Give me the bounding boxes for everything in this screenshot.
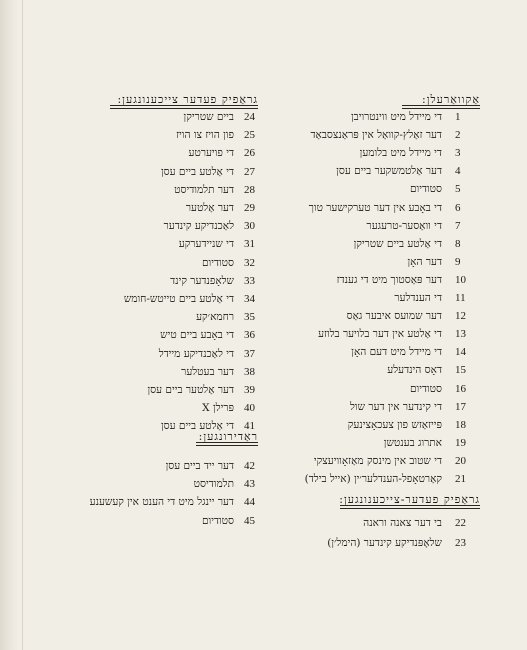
catalog-entry [262,361,502,379]
catalog-entry [30,290,270,308]
entry-title: די אַלטע ביים עסן [160,420,234,433]
entry-title: די אַלטע אין דער בלויער בלוזע [318,328,442,341]
catalog-entry [262,434,502,452]
entry-number: 25 [244,129,255,142]
entry-title: פּרילן X [202,402,234,415]
entry-title: דער בעטלער [181,365,234,378]
entry-title: די באָבע אין דער טערקישער טוך [308,201,442,214]
catalog-entry [262,235,502,253]
entry-number: 39 [244,384,255,396]
catalog-entry [262,162,502,180]
entry-title: די מיידל מיט בלומען [359,147,442,160]
entry-number: 11 [455,292,466,304]
entry-title: בי דער צאנה וראנה [363,517,442,529]
entry-number: 16 [455,382,466,395]
entry-number: 35 [244,311,255,324]
catalog-entry [262,180,502,198]
catalog-entry [262,271,502,289]
entry-title: ביים שטריקן [183,111,234,123]
entry-number: 36 [244,329,255,342]
section-header: ראַדירונגען: [199,428,258,446]
catalog-entry [262,307,502,325]
entry-title: דער יינגל מיט די הענט אין קעשענע [89,496,234,509]
entry-number: 14 [455,346,466,359]
entry-number: 24 [244,111,255,123]
catalog-entry [262,108,502,126]
catalog-entry [262,416,502,434]
entry-number: 28 [244,183,255,196]
entry-number: 45 [244,514,255,527]
entry-number: 22 [455,517,466,529]
entry-number: 37 [244,347,255,360]
catalog-entry [262,514,502,532]
entry-number: 1 [455,111,461,123]
section-header: גראַפיק פעדער-צייכענונגען: [339,491,480,509]
entry-title: דער אַלטער [185,202,234,214]
entry-title: די הענדלער [394,292,442,304]
catalog-entry [262,126,502,144]
entry-title: קאַרטאָפל-הענדלער׳ין (אייל בילד) [304,473,442,485]
catalog-entry [262,398,502,416]
catalog-entry [30,126,270,144]
entry-number: 38 [244,365,255,378]
catalog-entry [30,235,270,253]
catalog-entry [262,253,502,271]
entry-title: פון הויז צו הויז [176,129,234,142]
entry-title: דער אַלטער ביים עסן [147,384,234,396]
entry-title: סטודיום [201,514,234,527]
catalog-entry [30,272,270,290]
entry-title: דער זאַלץ-קוואַל אין פּראַנצסבאַד [310,129,442,142]
entry-number: 5 [455,183,461,196]
entry-number: 27 [244,165,255,178]
catalog-entry [262,289,502,307]
entry-title: די קינדער אין דער שול [349,400,442,413]
catalog-entry [30,254,270,272]
entry-title: די שטוב אין מינסק מאַזאָוויעצקי [313,454,442,467]
entry-title: די מיידל מיט דעם האָן [351,346,442,359]
entry-number: 31 [244,238,255,251]
entry-number: 33 [244,274,255,287]
entry-number: 18 [455,418,466,431]
catalog-entry [30,493,270,511]
entry-title: די וואַסער-טרעגער [366,219,442,232]
entry-title: די אַלטע ביים עסן [160,165,234,178]
entry-number: 40 [244,402,255,415]
section-header: גראַפיק פעדער צייכענונגען: [117,91,258,109]
header-underline [340,505,480,509]
entry-title: די שניידערקע [178,238,234,251]
entry-title: שלאָפּנדיקע קינדער (הימל׳ן) [327,537,442,549]
entry-title: דער האָן [407,255,442,268]
catalog-entry [262,325,502,343]
catalog-entry [30,399,270,417]
entry-number: 12 [455,310,466,323]
catalog-entry [30,512,270,530]
entry-title: די לאַכנדיקע מיידל [158,347,234,360]
catalog-entry [30,345,270,363]
entry-title: תלמודיסט [193,478,234,491]
entry-number: 17 [455,400,466,413]
entry-number: 7 [455,219,461,232]
catalog-entry [30,475,270,493]
entry-number: 6 [455,201,461,214]
catalog-entry [30,217,270,235]
page-fold-line [22,0,23,650]
entry-number: 42 [244,460,255,472]
entry-number: 21 [455,473,466,485]
entry-title: דאָס הינדעלע [387,364,442,377]
catalog-entry [30,181,270,199]
entry-title: דער אַלטמשקער ביים עסן [336,165,442,178]
entry-number: 10 [455,273,466,286]
entry-title: די מיידל מיט ווינטרויבן [350,111,442,123]
entry-number: 44 [244,496,255,509]
catalog-entry [262,380,502,398]
entry-number: 3 [455,147,461,160]
entry-number: 29 [244,202,255,214]
catalog-entry [30,144,270,162]
catalog-entry [30,108,270,126]
entry-title: די אַלטע ביים טייטש-חומש [123,293,234,305]
entry-number: 34 [244,293,255,305]
entry-number: 23 [455,537,466,549]
catalog-entry [262,217,502,235]
catalog-entry [30,326,270,344]
entry-number: 32 [244,256,255,269]
catalog-entry [30,363,270,381]
entry-title: די פויערטע [188,147,234,160]
entry-number: 26 [244,147,255,160]
entry-number: 19 [455,436,466,449]
catalog-entry [30,457,270,475]
catalog-entry [30,199,270,217]
catalog-entry [262,470,502,488]
entry-title: דער תלמודיסט [174,183,234,196]
entry-title: רחמא׳קע [196,311,234,324]
entry-number: 8 [455,237,461,250]
entry-number: 20 [455,454,466,467]
entry-title: דער ייד ביים עסן [165,460,234,472]
entry-number: 15 [455,364,466,377]
catalog-entry [262,534,502,552]
entry-title: סטודיום [201,256,234,269]
entry-number: 13 [455,328,466,341]
entry-title: אתרוג בענטשן [383,436,442,449]
entry-title: פּייזאַזש פון צעכאָצינעק [347,418,442,431]
section-header: אַקוואַרעלן: [422,91,480,109]
entry-title: די אַלטע ביים שטריקן [353,237,442,250]
entry-number: 4 [455,165,461,178]
entry-title: לאַכנדיקע קינדער [163,220,234,233]
entry-title: שלאָפנדער קינד [170,274,234,287]
catalog-entry [262,343,502,361]
entry-number: 2 [455,129,461,142]
entry-number: 30 [244,220,255,233]
entry-number: 43 [244,478,255,491]
entry-title: די באָבע ביים טיש [160,329,234,342]
catalog-entry [30,381,270,399]
entry-title: דער שמועס איבער גאַס [346,310,442,323]
page-fold-shadow [0,0,18,650]
header-underline [196,442,258,446]
entry-title: סטודיום [409,382,442,395]
catalog-entry [262,144,502,162]
entry-title: דער פּאַסטוך מיט די גענדז [336,273,442,286]
catalog-entry [262,199,502,217]
entry-number: 41 [244,420,255,433]
catalog-entry [30,308,270,326]
entry-title: סטודיום [409,183,442,196]
catalog-entry [262,452,502,470]
entry-number: 9 [455,255,461,268]
catalog-entry [30,163,270,181]
